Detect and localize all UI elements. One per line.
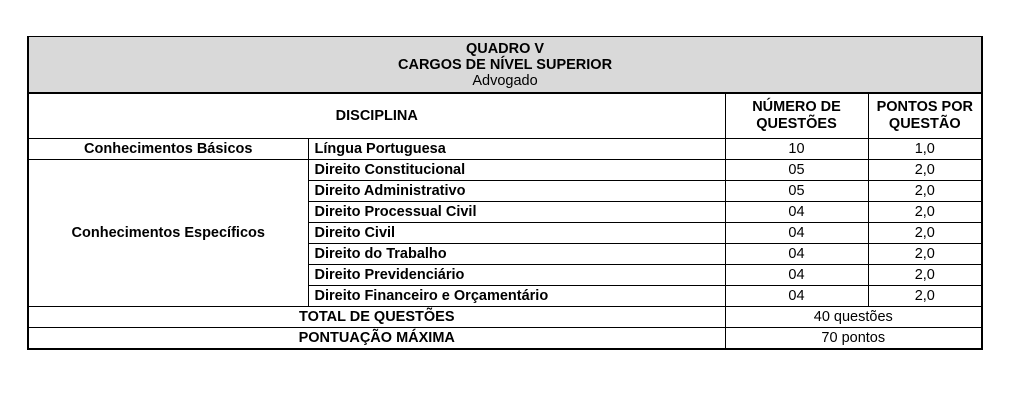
- table-title-quadro: QUADRO V: [465, 40, 545, 57]
- max-row: [28, 328, 982, 350]
- questoes-cell: 04: [725, 244, 868, 265]
- questoes-cell: 04: [725, 286, 868, 307]
- disciplina-cell: Direito Processual Civil: [308, 202, 725, 223]
- pontos-cell: 2,0: [868, 223, 982, 244]
- total-value: 40 questões: [725, 307, 982, 328]
- questoes-cell: 04: [725, 202, 868, 223]
- disciplina-cell: Direito Administrativo: [308, 181, 725, 202]
- pontos-cell: 2,0: [868, 244, 982, 265]
- table-title: [28, 37, 982, 94]
- header-pontos-por-questao: PONTOS POR QUESTÃO: [868, 93, 982, 139]
- header-disciplina: DISCIPLINA: [28, 93, 725, 139]
- pontos-cell: 2,0: [868, 181, 982, 202]
- group-especificos: Conhecimentos Específicos: [28, 160, 308, 307]
- disciplina-cell: Direito Previdenciário: [308, 265, 725, 286]
- disciplina-cell: Direito Civil: [308, 223, 725, 244]
- table-row: [28, 160, 982, 181]
- questoes-cell: 04: [725, 265, 868, 286]
- table-row: [28, 139, 982, 160]
- disciplina-cell: Direito Constitucional: [308, 160, 725, 181]
- questoes-cell: 10: [725, 139, 868, 160]
- pontos-cell: 2,0: [868, 202, 982, 223]
- disciplina-cell: Direito Financeiro e Orçamentário: [308, 286, 725, 307]
- disciplina-cell: Direito do Trabalho: [308, 244, 725, 265]
- total-label: TOTAL DE QUESTÕES: [28, 307, 725, 328]
- header-numero-questoes: NÚMERO DE QUESTÕES: [725, 93, 868, 139]
- group-basicos: Conhecimentos Básicos: [28, 139, 308, 160]
- table-subtitle: Advogado: [472, 72, 538, 89]
- questoes-cell: 05: [725, 160, 868, 181]
- questoes-cell: 04: [725, 223, 868, 244]
- pontos-cell: 2,0: [868, 160, 982, 181]
- header-row: [28, 93, 982, 139]
- questoes-cell: 05: [725, 181, 868, 202]
- table-title-cargos: CARGOS DE NÍVEL SUPERIOR: [398, 56, 613, 73]
- quadro-table: [27, 36, 983, 350]
- max-label: PONTUAÇÃO MÁXIMA: [28, 328, 725, 350]
- pontos-cell: 1,0: [868, 139, 982, 160]
- total-row: [28, 307, 982, 328]
- pontos-cell: 2,0: [868, 265, 982, 286]
- pontos-cell: 2,0: [868, 286, 982, 307]
- disciplina-cell: Língua Portuguesa: [308, 139, 725, 160]
- max-value: 70 pontos: [725, 328, 982, 350]
